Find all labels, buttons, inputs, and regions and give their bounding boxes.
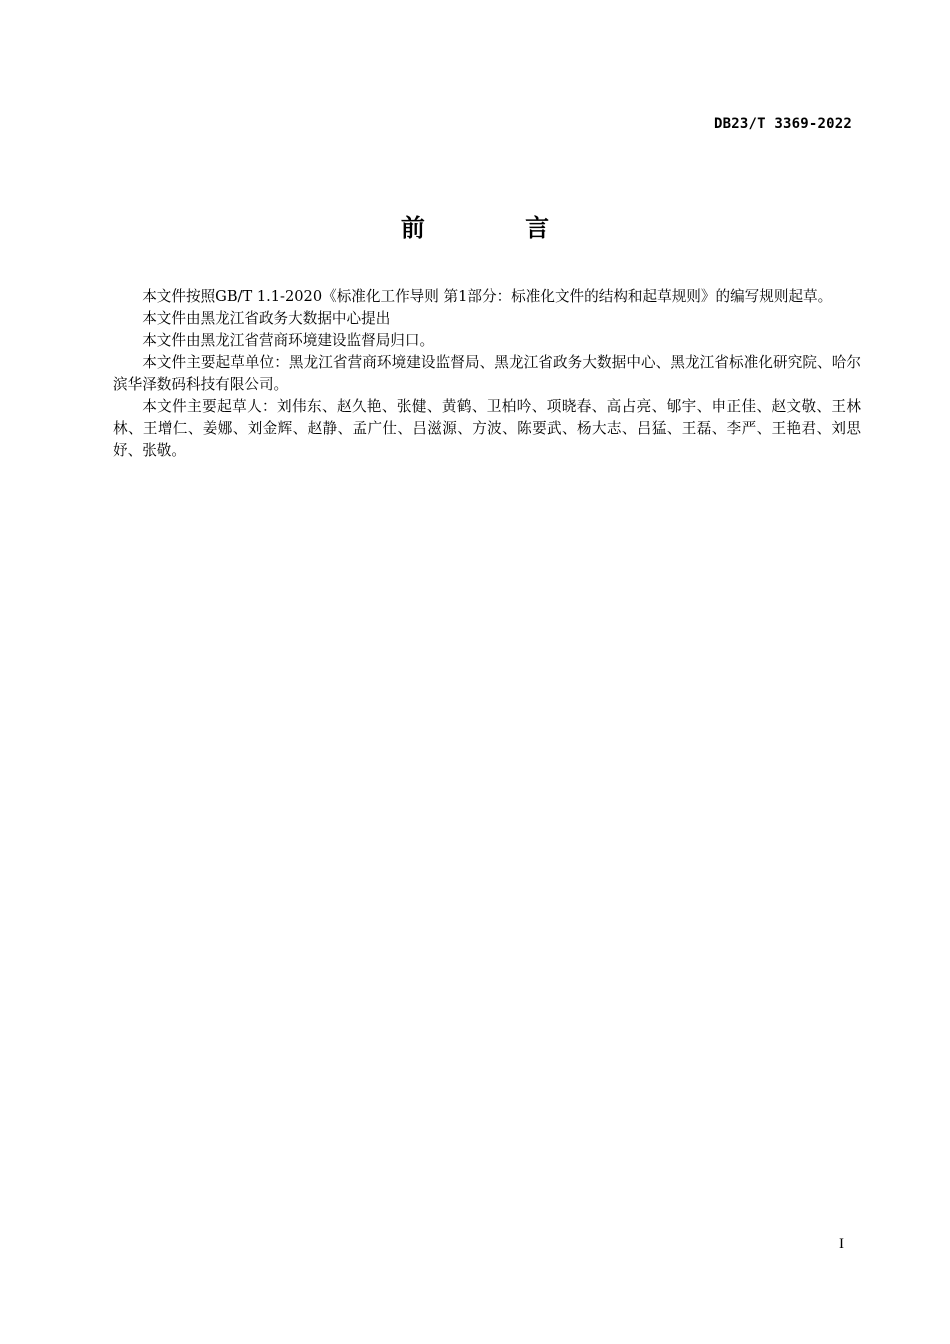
paragraph-drafting-units: 本文件主要起草单位：黑龙江省营商环境建设监督局、黑龙江省政务大数据中心、黑龙江省标准化研究院、哈尔滨华泽数码科技有限公司。 bbox=[113, 354, 861, 393]
page-number: I bbox=[839, 1236, 844, 1252]
paragraph-centralized-by: 本文件由黑龙江省营商环境建设监督局归口。 bbox=[142, 332, 435, 349]
foreword-body bbox=[113, 286, 861, 462]
paragraph-proposed-by: 本文件由黑龙江省政务大数据中心提出 bbox=[142, 310, 391, 327]
paragraph-drafters: 本文件主要起草人：刘伟东、赵久艳、张健、黄鹤、卫柏吟、项晓春、高占亮、郇宇、申正佳、赵文敬、王林林、王增仁、姜娜、刘金辉、赵静、孟广仕、吕滋源、方波、陈要武、杨大志、吕猛、王磊、李严、王艳君、刘思妤、张敬。 bbox=[113, 398, 861, 459]
document-code: DB23/T 3369-2022 bbox=[713, 116, 852, 132]
page-title: 前 言 bbox=[400, 214, 596, 242]
paragraph-drafting-rules: 本文件按照GB/T 1.1-2020《标准化工作导则 第1部分：标准化文件的结构和起草规则》的编写规则起草。 bbox=[142, 288, 833, 305]
